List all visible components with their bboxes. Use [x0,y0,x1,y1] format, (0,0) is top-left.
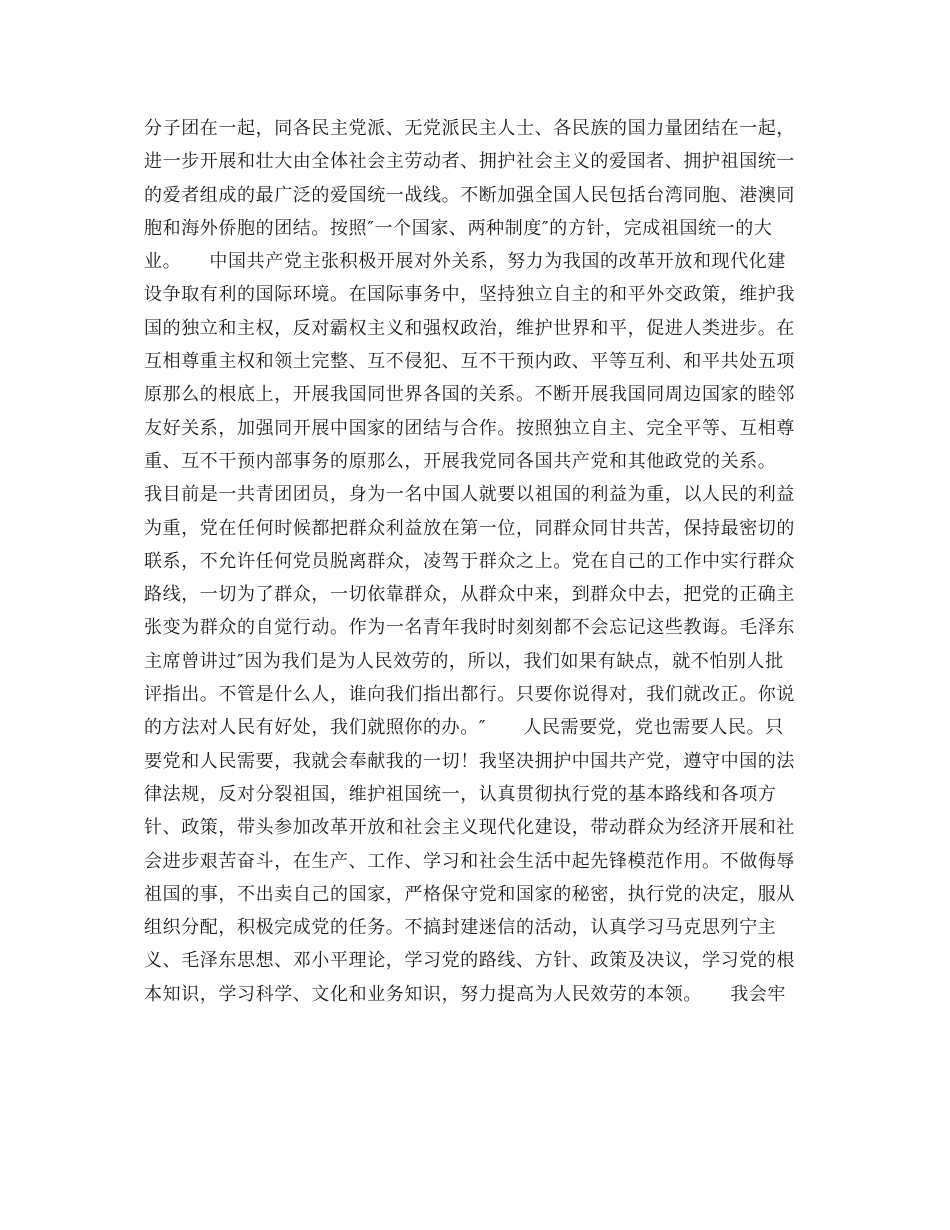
text-line-10: 友好关系，加强同开展中国家的团结与合作。按照独立自主、完全平等、互相尊 [144,417,795,439]
text-line-1: 分子团在一起，同各民主党派、无党派民主人士、各民族的国力量团结在一起， [144,118,795,139]
text-line-16: 张变为群众的自觉行动。作为一名青年我时时刻刻都不会忘记这些教诲。毛泽东 [144,617,795,639]
text-line-11: 重、互不干预内部事务的原那么，开展我党同各国共产党和其他政党的关系。 [144,450,777,472]
text-line-4: 胞和海外侨胞的团结。按照″一个国家、两种制度″的方针，完成祖国统一的大 [144,217,773,239]
text-line-19: 的方法对人民有好处，我们就照你的办。″ 人民需要党，党也需要人民。只 [144,717,784,739]
text-line-21: 律法规，反对分裂祖国，维护祖国统一，认真贯彻执行党的基本路线和各项方 [144,783,777,805]
text-line-8: 互相尊重主权和领土完整、互不侵犯、互不干预内政、平等互利、和平共处五项 [144,351,795,373]
text-line-27: 本知识，学习科学、文化和业务知识，努力提高为人民效劳的本领。 我会牢 [144,983,786,1005]
text-line-22: 针、政策，带头参加改革开放和社会主义现代化建设，带动群众为经济开展和社 [144,817,795,839]
text-line-23: 会进步艰苦奋斗，在生产、工作、学习和社会生活中起先锋模范作用。不做侮辱 [144,850,795,872]
text-line-15: 路线，一切为了群众，一切依靠群众，从群众中来，到群众中去，把党的正确主 [144,584,795,606]
text-line-25: 组织分配，积极完成党的任务。不搞封建迷信的活动，认真学习马克思列宁主 [144,917,777,939]
text-line-7: 国的独立和主权，反对霸权主义和强权政治，维护世界和平，促进人类进步。在 [144,317,795,339]
text-line-12: 我目前是一共青团团员，身为一名中国人就要以祖国的利益为重，以人民的利益 [144,484,795,506]
text-line-14: 联系，不允许任何党员脱离群众，凌驾于群众之上。党在自己的工作中实行群众 [144,550,795,572]
text-line-13: 为重，党在任何时候都把群众利益放在第一位，同群众同甘共苦，保持最密切的 [144,517,795,539]
body-text [144,112,806,1011]
text-line-9: 原那么的根底上，开展我国同世界各国的关系。不断开展我国同周边国家的睦邻 [144,384,795,406]
text-line-5: 业。 中国共产党主张积极开展对外关系，努力为我国的改革开放和现代化建 [144,251,786,273]
text-line-18: 评指出。不管是什么人，谁向我们指出都行。只要你说得对，我们就改正。你说 [144,684,795,706]
text-line-2: 进一步开展和壮大由全体社会主劳动者、拥护社会主义的爱国者、拥护祖国统一 [144,151,795,173]
text-line-3: 的爱者组成的最广泛的爱国统一战线。不断加强全国人民包括台湾同胞、港澳同 [144,184,795,206]
text-line-6: 设争取有利的国际环境。在国际事务中，坚持独立自主的和平外交政策，维护我 [144,284,795,306]
text-line-17: 主席曾讲过″因为我们是为人民效劳的，所以，我们如果有缺点，就不怕别人批 [144,650,784,672]
text-line-20: 要党和人民需要，我就会奉献我的一切！我坚决拥护中国共产党，遵守中国的法 [144,750,795,772]
text-line-24: 祖国的事，不出卖自己的国家，严格保守党和国家的秘密，执行党的决定，服从 [144,883,795,905]
text-line-26: 义、毛泽东思想、邓小平理论，学习党的路线、方针、政策及决议，学习党的根 [144,950,795,972]
